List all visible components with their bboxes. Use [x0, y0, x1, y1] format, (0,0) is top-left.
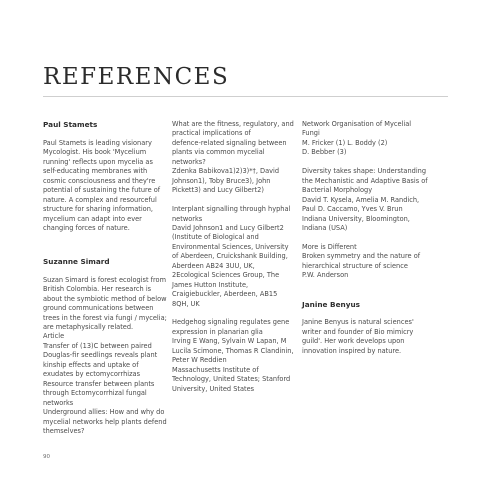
text-line: structure for sharing information,: [43, 205, 153, 214]
text-line: Johnson1), Toby Bruce3), John: [172, 176, 271, 185]
references-column-1: [43, 120, 168, 436]
text-line: Zdenka Babikova1)2)3)*†, David: [172, 167, 280, 176]
text-line: exudates by ectomycorrhizas: [43, 370, 141, 379]
paragraph-suzanne-simard: [43, 276, 168, 437]
reference-defence-signaling: [172, 120, 298, 196]
text-line: themselves?: [43, 427, 85, 435]
text-line: networks?: [172, 157, 206, 166]
text-line: about the symbiotic method of below: [43, 294, 167, 303]
text-line: hierarchical structure of science: [302, 261, 408, 270]
text-line: Irving E Wang, Sylvain W Lapan, M: [172, 337, 287, 346]
text-line: writer and founder of Bio mimicry: [302, 327, 414, 336]
text-line: Suzan Simard is forest ecologist from: [43, 275, 167, 284]
text-line: the Mechanistic and Adaptive Basis of: [302, 176, 428, 185]
text-line: M. Fricker (1) L. Boddy (2): [302, 138, 388, 147]
text-line: David Johnson1 and Lucy Gilbert2: [172, 223, 284, 232]
text-line: What are the fitness, regulatory, and: [172, 120, 294, 128]
text-line: 2Ecological Sciences Group, The: [172, 271, 280, 280]
text-line: Interplant signalling through hyphal: [172, 205, 291, 214]
text-line: More is Different: [302, 242, 357, 251]
text-line: plants via common mycelial: [172, 148, 265, 157]
author-heading-paul-stamets: Paul Stamets: [43, 120, 98, 129]
text-line: mycelium can adapt into ever: [43, 214, 142, 223]
text-line: Pickett3) and Lucy Gilbert2): [172, 186, 264, 195]
text-line: potential of sustaining the future of: [43, 186, 161, 195]
paragraph-janine-benyus: [302, 318, 442, 356]
author-heading-janine-benyus: Janine Benyus: [302, 299, 361, 309]
text-line: practical implications of: [172, 129, 251, 138]
reference-more-is-different: [302, 243, 442, 281]
text-line: are metaphysically related.: [43, 323, 134, 332]
text-line: trees in the forest via fungi / mycelia;: [43, 313, 167, 322]
text-line: D. Bebber (3): [302, 148, 347, 157]
reference-mycelial-fungi: [302, 120, 442, 158]
text-line: expression in planarian glia: [172, 327, 263, 336]
text-line: 8QH, UK: [172, 299, 200, 308]
text-line: University, United States: [172, 384, 255, 393]
text-line: British Colombia. Her research is: [43, 285, 152, 294]
text-line: Hedgehog signaling regulates gene: [172, 318, 290, 327]
text-line: changing forces of nature.: [43, 223, 130, 232]
text-line: Underground allies: How and why do: [43, 408, 165, 417]
text-line: innovation inspired by nature.: [302, 346, 402, 355]
page-title: REFERENCES: [43, 64, 230, 90]
text-line: Transfer of (13)C between paired: [43, 341, 152, 350]
text-line: Resource transfer between plants: [43, 379, 155, 388]
text-line: Article: [43, 332, 65, 341]
reference-hedgehog-signaling: [172, 318, 298, 394]
text-line: cosmic consciousness and they're: [43, 176, 156, 185]
text-line: Technology, United States; Stanford: [172, 375, 291, 384]
text-line: (Institute of Biological and: [172, 233, 259, 242]
page-number: 90: [43, 454, 50, 460]
text-line: Broken symmetry and the nature of: [302, 252, 421, 261]
text-line: Mycologist. His book 'Mycelium: [43, 148, 147, 157]
text-line: nature. A complex and resourceful: [43, 195, 157, 204]
text-line: Paul D. Caccamo, Yves V. Brun: [302, 205, 403, 214]
text-line: Peter W Reddien: [172, 356, 227, 365]
text-line: mycelial networks help plants defend: [43, 417, 167, 426]
text-line: Aberdeen AB24 3UU, UK,: [172, 261, 255, 270]
text-line: Indiana (USA): [302, 223, 348, 232]
text-line: ground communications between: [43, 304, 154, 313]
text-line: networks: [43, 398, 74, 407]
text-line: Lucila Scimone, Thomas R Clandinin,: [172, 346, 294, 355]
text-line: running' reflects upon mycelia as: [43, 157, 153, 166]
text-line: of Aberdeen, Cruickshank Building,: [172, 252, 288, 261]
text-line: Paul Stamets is leading visionary: [43, 138, 152, 147]
text-line: Craigiebuckler, Aberdeen, AB15: [172, 290, 278, 299]
references-column-2: [172, 120, 298, 394]
text-line: defence-related signaling between: [172, 138, 287, 147]
text-line: kinship effects and uptake of: [43, 360, 139, 369]
text-line: Fungi: [302, 129, 320, 138]
reference-bacterial-morphology: [302, 167, 442, 233]
text-line: Bacterial Morphology: [302, 186, 373, 195]
text-line: self-educating membranes with: [43, 167, 148, 176]
references-column-3: [302, 120, 442, 356]
paragraph-paul-stamets: [43, 139, 168, 234]
text-line: David T. Kysela, Amelia M. Randich,: [302, 195, 420, 204]
text-line: Diversity takes shape: Understanding: [302, 167, 427, 176]
text-line: through Ectomycorrhizal fungal: [43, 389, 147, 398]
text-line: Network Organisation of Mycelial: [302, 120, 412, 128]
text-line: Environmental Sciences, University: [172, 242, 289, 251]
text-line: Indiana University, Bloomington,: [302, 214, 410, 223]
reference-interplant-signalling: [172, 205, 298, 309]
text-line: Janine Benyus is natural sciences': [302, 318, 414, 327]
text-line: Massachusetts Institute of: [172, 365, 259, 374]
text-line: P.W. Anderson: [302, 271, 349, 280]
author-heading-suzanne-simard: Suzanne Simard: [43, 256, 110, 266]
title-divider: [43, 96, 448, 97]
text-line: networks: [172, 214, 203, 223]
text-line: James Hutton Institute,: [172, 280, 249, 289]
text-line: guild'. Her work develops upon: [302, 337, 405, 346]
text-line: Douglas-fir seedlings reveals plant: [43, 351, 158, 360]
